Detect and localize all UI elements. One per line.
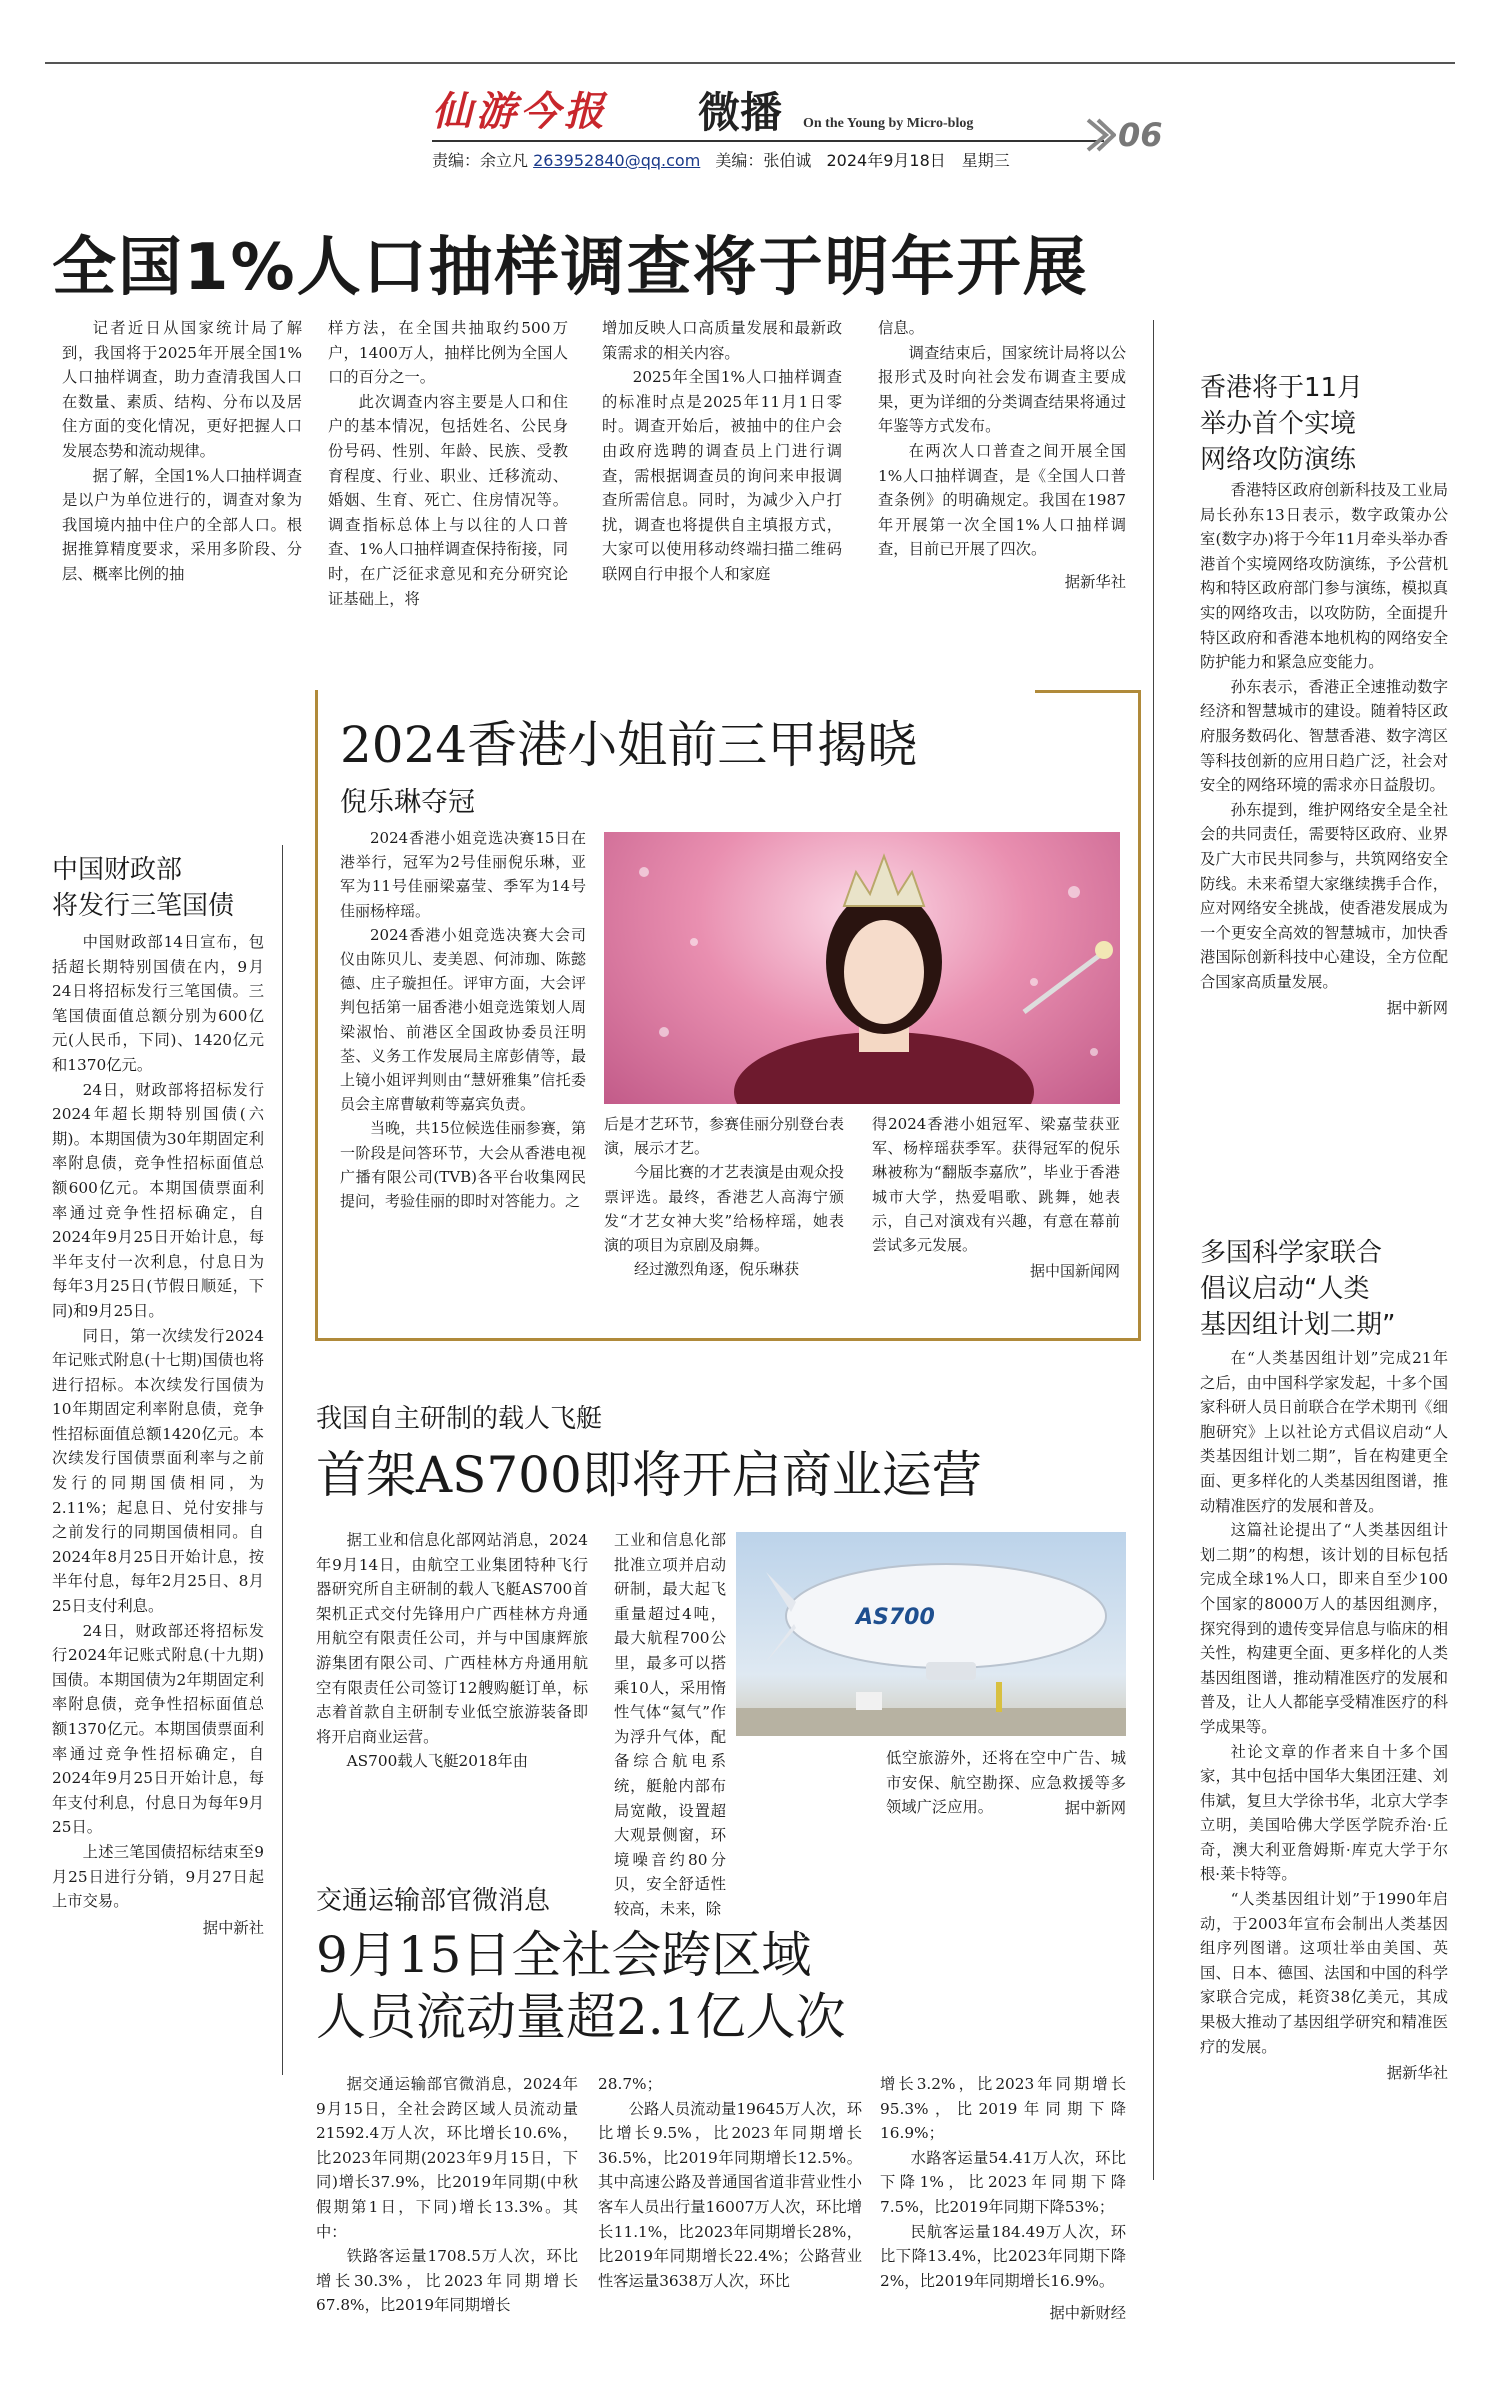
airship-kicker: 我国自主研制的载人飞艇 [316, 1404, 603, 1434]
pageant-col-1 [340, 826, 586, 1213]
headline-line: 举办首个实境 [1200, 409, 1357, 439]
pageant-para: 得2024香港小姐冠军、梁嘉莹获亚军、杨梓瑶获季军。获得冠军的倪乐琳被称为“翻版李嘉欣”，毕业于香港城市大学，热爱唱歌、跳舞，她表示，自己对演戏有兴趣，有意在幕前尝试多元发展。 [872, 1115, 1120, 1255]
traffic-kicker: 交通运输部官微消息 [316, 1886, 551, 1916]
credits-email[interactable]: 263952840@qq.com [533, 151, 701, 170]
traffic-source: 据中新财经 [1049, 2304, 1126, 2323]
traffic-para: 铁路客运量1708.5万人次，环比增长30.3%，比2023年同期增长67.8%，比2019年同期增长 [316, 2247, 578, 2315]
traffic-col-1 [316, 2072, 578, 2318]
pageant-subhead: 倪乐琳夺冠 [340, 787, 475, 818]
genome-para: “人类基因组计划”于1990年启动，于2003年宣布会制出人类基因组序列图谱。这项壮举由美国、英国、日本、德国、法国和中国的科学家联合完成，耗资38亿美元，其成果极大推动了基因组学研究和精准医疗的发展。 [1200, 1890, 1448, 2056]
section-subtitle: On the Young by Micro-blog [803, 116, 974, 131]
headline-line: 9月15日全社会跨区域 [316, 1926, 812, 1984]
pageant-para: 经过激烈角逐，倪乐琳获 [634, 1260, 800, 1279]
genome-para: 社论文章的作者来自十多个国家，其中包括中国华大集团汪建、刘伟斌，复旦大学徐书华，北京大学李立明，美国哈佛大学医学院乔治·丘奇，澳大利亚詹姆斯·库克大学于尔根·莱卡特等。 [1200, 1742, 1448, 1884]
pageant-para: 2024香港小姐竞选决赛大会司仪由陈贝儿、麦美恩、何沛珈、陈懿德、庄子璇担任。评审方面，大会评判包括第一届香港小姐竞选策划人周梁淑怡、前港区全国政协委员汪明荃、义务工作发展局主席彭倩等，最上镜小姐评判则由“慧妍雅集”信托委员会主席曹敏莉等嘉宾负责。 [340, 925, 586, 1114]
airship-fin [766, 1572, 796, 1612]
traffic-para: 公路人员流动量19645万人次，环比增长9.5%，比2023年同期增长36.5%，比2019年同期增长12.5%。其中高速公路及普通国省道非营业性小客车人员出行量16007万人次，环比增长11.1%，比2023年同期增长28%，比2019年同期增长22.4%；公路营业性客运量3638万人次，环比 [598, 2099, 862, 2290]
credits-editor: 责编：余立凡 [432, 151, 529, 170]
lead-para: 调查结束后，国家统计局将以公报形式及时向社会发布调查主要成果，更为详细的分类调查结果将通过年鉴等方式发布。 [878, 343, 1126, 436]
column-divider [282, 845, 283, 2075]
lead-para: 2025年全国1%人口抽样调查的标准时点是2025年11月1日零时。调查开始后，被抽中的住户会由政府选聘的调查员上门进行调查，需根据调查员的询问来申报调查所需信息。同时，为减少入户打扰，调查也将提供自主填报方式，大家可以使用移动终端扫描二维码联网自行申报个人和家庭 [602, 368, 842, 583]
airship-para: 低空旅游外，还将在空中广告、城市安保、航空勘探、应急救援等多领域广泛应用。 [886, 1749, 1126, 1817]
credits-line [432, 148, 1010, 171]
bonds-headline [52, 852, 272, 924]
lead-para: 信息。 [878, 319, 924, 337]
traffic-col-3 [880, 2072, 1126, 2326]
pageant-para: 今届比赛的才艺表演是由观众投票评选。最终，香港艺人高海宁颁发“才艺女神大奖”给杨梓瑶，她表演的项目为京剧及扇舞。 [604, 1163, 845, 1255]
lead-para: 增加反映人口高质量发展和最新政策需求的相关内容。 [602, 319, 842, 362]
pageant-para: 后是才艺环节，参赛佳丽分别登台表演，展示才艺。 [604, 1115, 845, 1158]
airship-source: 据中新网 [1064, 1798, 1126, 1817]
airship-label: AS700 [856, 1605, 935, 1630]
pageant-col-3 [872, 1112, 1120, 1283]
lead-para: 此次调查内容主要是人口和住户的基本情况，包括姓名、公民身份号码、性别、年龄、民族、受教育程度、行业、职业、迁移流动、婚姻、生育、死亡、住房情况等。调查指标总体上与以往的人口普查、1%人口抽样调查保持衔接，同时，在广泛征求意见和充分研究论证基础上，将 [328, 392, 568, 608]
pageant-box-top-accent [1035, 690, 1138, 693]
lift [996, 1682, 1002, 1712]
pageant-col-2 [604, 1112, 844, 1281]
headline-line: 倡议启动“人类 [1200, 1274, 1370, 1304]
credits-designer: 美编：张伯诚 [715, 151, 812, 170]
face [844, 920, 924, 1024]
lead-col-3 [602, 316, 842, 587]
genome-source: 据新华社 [1386, 2064, 1448, 2083]
hk-cyber-headline [1200, 370, 1460, 478]
section-title: 微播 [698, 88, 783, 137]
pageant-source: 据中国新闻网 [1029, 1262, 1120, 1281]
column-divider [1153, 320, 1154, 2180]
credits-date: 2024年9月18日 星期三 [826, 151, 1010, 170]
pageant-photo [604, 832, 1120, 1104]
airship-para: 据工业和信息化部网站消息，2024年9月14日，由航空工业集团特种飞行器研究所自主研制的载人飞艇AS700首架机正式交付先锋用户广西桂林方舟通用航空有限责任公司，并与中国康辉旅游集团有限公司、广西桂林方舟通用航空有限责任公司签订12艘购艇订单，标志着首款自主研制专业低空旅游装备即将开启商业运营。 [316, 1531, 588, 1746]
hk-cyber-para: 香港特区政府创新科技及工业局局长孙东13日表示，数字政策办公室(数字办)将于今年11月牵头举办香港首个实境网络攻防演练，予公营机构和特区政府部门参与演练，模拟真实的网络攻击，以攻防防，全面提升特区政府和香港本地机构的网络安全防护能力和紧急应变能力。 [1200, 481, 1448, 672]
bonds-body [52, 930, 264, 1940]
crown [844, 856, 924, 906]
headline-line: 香港将于11月 [1200, 373, 1364, 403]
traffic-para: 28.7%； [598, 2075, 662, 2093]
scepter-top [1095, 941, 1113, 959]
hk-cyber-source: 据中新网 [1386, 999, 1448, 1018]
airship-para: AS700载人飞艇2018年由 [346, 1752, 529, 1771]
airship-col-3b [886, 1746, 1126, 1820]
headline-line: 网络攻防演练 [1200, 445, 1357, 475]
ground [736, 1708, 1126, 1736]
headline-line: 人员流动量超2.1亿人次 [316, 1988, 846, 2046]
hk-cyber-body [1200, 478, 1448, 1021]
page-number: 06 [1118, 116, 1163, 154]
traffic-para: 水路客运量54.41万人次，环比下降1%，比2023年同期下降7.5%，比2019年同期下降53%； [880, 2148, 1126, 2216]
airship-photo [736, 1532, 1126, 1736]
headline-line: 基因组计划二期” [1200, 1310, 1396, 1340]
masthead-logo: 仙游今报 [432, 88, 608, 135]
airship-col-2 [614, 1528, 726, 1922]
lead-col-2 [328, 316, 568, 611]
traffic-para: 增长3.2%，比2023年同期增长95.3%，比2019年同期下降16.9%； [880, 2075, 1126, 2143]
gondola [926, 1662, 976, 1680]
lead-para: 记者近日从国家统计局了解到，我国将于2025年开展全国1%人口抽样调查，助力查清我国人口在数量、素质、结构、分布以及居住方面的变化情况，更好把握人口发展态势和流动规律。 [62, 319, 302, 460]
traffic-para: 据交通运输部官微消息，2024年9月15日，全社会跨区域人员流动量21592.4万人次，环比增长10.6%，比2023年同期(2023年9月15日，下同)增长37.9%，比2019年同期(中秋假期第1日，下同)增长13.3%。其中： [316, 2075, 578, 2241]
genome-body [1200, 1346, 1448, 2086]
bonds-para: 24日，财政部还将招标发行2024年记账式附息(十九期)国债。本期国债为2年期固定利率附息债，竞争性招标面值总额1370亿元。本期国债票面利率通过竞争性招标确定，自2024年9月25日开始计息，每年支付利息，付息日为每年9月25日。 [52, 1621, 264, 1837]
genome-para: 这篇社论提出了“人类基因组计划二期”的构想，该计划的目标包括完成全球1%人口，即来自至少100个国家的8000万人的基因组测序，探究得到的遗传变异信息与临床的相关性，构建更全面、更多样化的人类基因组图谱，推动精准医疗的发展和普及，让人人都能享受精准医疗的科学成果等。 [1200, 1521, 1448, 1736]
top-rule [45, 62, 1455, 64]
traffic-headline [316, 1924, 846, 2048]
airship-hull [786, 1564, 1106, 1668]
bonds-para: 上述三笔国债招标结束至9月25日进行分销，9月27日起上市交易。 [52, 1842, 264, 1911]
lead-headline: 全国1%人口抽样调查将于明年开展 [52, 231, 1089, 305]
lead-para: 样方法，在全国共抽取约500万户，1400万人，抽样比例为全国人口的百分之一。 [328, 319, 568, 387]
masthead-rule [432, 140, 1104, 142]
pageant-para: 当晚，共15位候选佳丽参赛，第一阶段是问答环节，大会从香港电视广播有限公司(TVB)各平台收集网民提问，考验佳丽的即时对答能力。之 [340, 1119, 586, 1211]
genome-headline [1200, 1235, 1460, 1343]
pageant-para: 2024香港小姐竞选决赛15日在港举行，冠军为2号佳丽倪乐琳，亚军为11号佳丽梁嘉莹、季军为14号佳丽杨梓瑶。 [340, 829, 586, 920]
lead-col-4 [878, 316, 1126, 595]
lead-para: 在两次人口普查之间开展全国1%人口抽样调查，是《全国人口普查条例》的明确规定。我国在1987年开展第一次全国1%人口抽样调查，目前已开展了四次。 [878, 441, 1126, 559]
lead-para: 据了解，全国1%人口抽样调查是以户为单位进行的，调查对象为我国境内抽中住户的全部人口。根据推算精度要求，采用多阶段、分层、概率比例的抽 [62, 466, 302, 583]
vehicle [856, 1692, 882, 1710]
airship-headline: 首架AS700即将开启商业运营 [316, 1446, 982, 1504]
bonds-para: 24日，财政部将招标发行2024年超长期特别国债(六期)。本期国债为30年期固定利率附息债，竞争性招标面值总额600亿元。本期国债票面利率通过竞争性招标确定，自2024年9月25日开始计息，每半年支付一次利息，付息日为每年3月25日(节假日顺延，下同)和9月25日。 [52, 1080, 264, 1320]
headline-line: 多国科学家联合 [1200, 1238, 1383, 1268]
hk-cyber-para: 孙东表示，香港正全速推动数字经济和智慧城市的建设。随着特区政府服务数码化、智慧香港、数字湾区等科技创新的应用日趋广泛，社会对安全的网络环境的需求亦日益殷切。 [1200, 677, 1448, 795]
headline-line: 将发行三笔国债 [52, 891, 235, 921]
lead-col-1 [62, 316, 302, 587]
airship-fin [766, 1624, 796, 1662]
headline-line: 中国财政部 [52, 855, 183, 885]
lead-source: 据新华社 [1064, 572, 1126, 591]
bonds-para: 同日，第一次续发行2024年记账式附息(十七期)国债也将进行招标。本次续发行国债为10年期固定利率附息债，竞争性招标面值总额1420亿元。本次续发行国债票面利率与之前发行的同期国债相同，为2.11%；起息日、兑付安排与之前发行的同期国债相同。自2024年8月25日开始计息，按半年付息，每年2月25日、8月25日支付利息。 [52, 1326, 264, 1616]
traffic-para: 民航客运量184.49万人次，环比下降13.4%，比2023年同期下降2%，比2019年同期增长16.9%。 [880, 2222, 1126, 2290]
page-arrow-icon [1086, 118, 1116, 156]
bonds-source: 据中新社 [202, 1918, 264, 1937]
genome-para: 在“人类基因组计划”完成21年之后，由中国科学家发起，十多个国家科研人员日前联合在学术期刊《细胞研究》上以社论方式倡议启动“人类基因组计划二期”，旨在构建更全面、更多样化的人类基因组图谱，推动精准医疗的发展和普及。 [1200, 1349, 1448, 1515]
airship-col-1 [316, 1528, 588, 1774]
pageant-headline: 2024香港小姐前三甲揭晓 [340, 716, 918, 774]
airship-para: 工业和信息化部批准立项并启动研制，最大起飞重量超过4吨，最大航程700公里，最多可以搭乘10人，采用惰性气体“氦气”作为浮升气体，配备综合航电系统，艇舱内部布局宽敞，设置超大观景侧窗，环境噪音约80分贝，安全舒适性较高，未来，除 [614, 1531, 726, 1918]
traffic-col-2 [598, 2072, 862, 2293]
hk-cyber-para: 孙东提到，维护网络安全是全社会的共同责任，需要特区政府、业界及广大市民共同参与，共筑网络安全防线。未来希望大家继续携手合作，应对网络安全挑战，使香港发展成为一个更安全高效的智慧城市，加快香港国际创新科技中心建设，全方位配合国家高质量发展。 [1200, 800, 1448, 991]
bonds-para: 中国财政部14日宣布，包括超长期特别国债在内，9月24日将招标发行三笔国债。三笔国债面值总额分别为600亿元(人民币，下同)、1420亿元和1370亿元。 [52, 933, 264, 1074]
